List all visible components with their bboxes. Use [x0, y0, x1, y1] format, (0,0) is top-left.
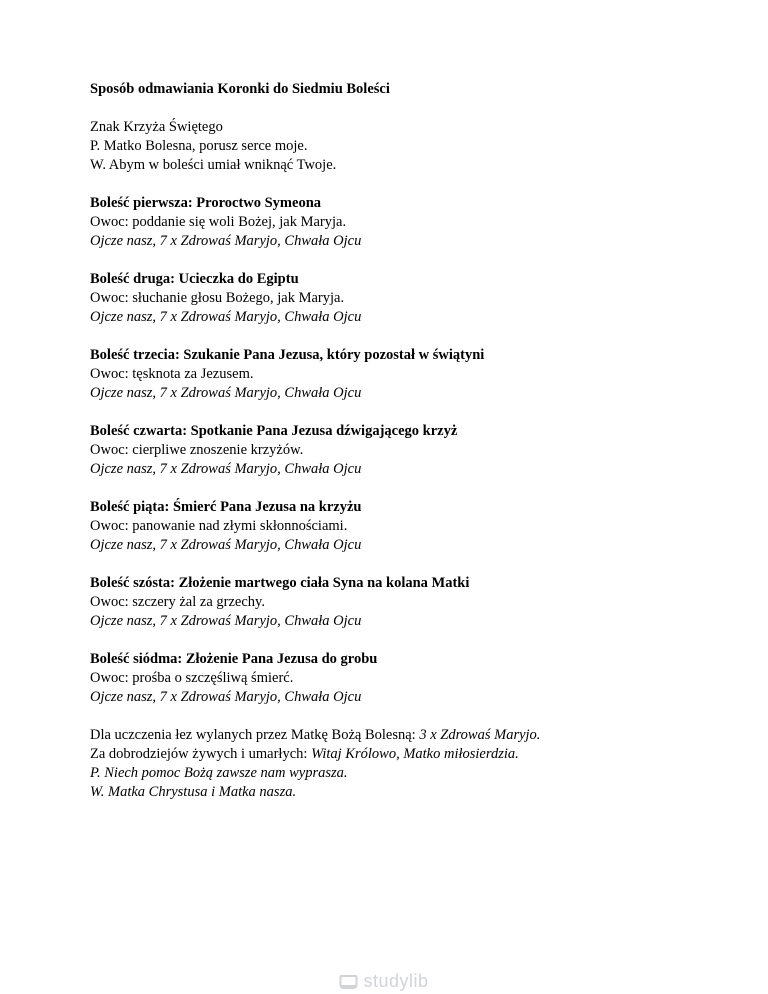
- sorrow-fruit: Owoc: tęsknota za Jezusem.: [90, 366, 254, 382]
- sorrow-heading: Boleść piąta: Śmierć Pana Jezusa na krzyżu: [90, 499, 362, 515]
- sorrow-block-6: [90, 574, 698, 631]
- closing-section: [90, 726, 698, 802]
- sorrow-heading: Boleść trzecia: Szukanie Pana Jezusa, który pozostał w świątyni: [90, 347, 485, 363]
- closing-benefactors-line: [90, 745, 698, 764]
- sorrow-fruit: Owoc: cierpliwe znoszenie krzyżów.: [90, 442, 304, 458]
- closing-tears-prayer: 3 x Zdrowaś Maryjo.: [419, 727, 541, 743]
- sorrow-prayer: Ojcze nasz, 7 x Zdrowaś Maryjo, Chwała Ojcu: [90, 461, 362, 477]
- closing-versicle: P. Niech pomoc Bożą zawsze nam wyprasza.: [90, 765, 348, 781]
- intro-section: [90, 118, 698, 175]
- closing-response: W. Matka Chrystusa i Matka nasza.: [90, 784, 297, 800]
- sorrow-prayer: Ojcze nasz, 7 x Zdrowaś Maryjo, Chwała Ojcu: [90, 689, 362, 705]
- sorrow-heading: Boleść szósta: Złożenie martwego ciała Syna na kolana Matki: [90, 575, 470, 591]
- sorrow-prayer: Ojcze nasz, 7 x Zdrowaś Maryjo, Chwała Ojcu: [90, 385, 362, 401]
- sorrow-prayer: Ojcze nasz, 7 x Zdrowaś Maryjo, Chwała Ojcu: [90, 537, 362, 553]
- sorrow-block-3: [90, 346, 698, 403]
- sorrow-block-1: [90, 194, 698, 251]
- sorrow-fruit: Owoc: szczery żal za grzechy.: [90, 594, 265, 610]
- document-title: Sposób odmawiania Koronki do Siedmiu Boleści: [90, 81, 390, 97]
- sorrow-prayer: Ojcze nasz, 7 x Zdrowaś Maryjo, Chwała Ojcu: [90, 233, 362, 249]
- sorrow-block-2: [90, 270, 698, 327]
- sorrow-heading: Boleść czwarta: Spotkanie Pana Jezusa dźwigającego krzyż: [90, 423, 458, 439]
- sorrow-block-7: [90, 650, 698, 707]
- sorrow-block-5: [90, 498, 698, 555]
- intro-sign-of-cross: Znak Krzyża Świętego: [90, 119, 223, 135]
- sorrow-prayer: Ojcze nasz, 7 x Zdrowaś Maryjo, Chwała Ojcu: [90, 613, 362, 629]
- sorrow-prayer: Ojcze nasz, 7 x Zdrowaś Maryjo, Chwała Ojcu: [90, 309, 362, 325]
- closing-benefactors-label: Za dobrodziejów żywych i umarłych:: [90, 746, 312, 762]
- sorrow-heading: Boleść siódma: Złożenie Pana Jezusa do grobu: [90, 651, 378, 667]
- sorrow-heading: Boleść druga: Ucieczka do Egiptu: [90, 271, 299, 287]
- closing-tears-label: Dla uczczenia łez wylanych przez Matkę Bożą Bolesną:: [90, 727, 420, 743]
- intro-versicle: P. Matko Bolesna, porusz serce moje.: [90, 138, 308, 154]
- sorrow-heading: Boleść pierwsza: Proroctwo Symeona: [90, 195, 322, 211]
- watermark-label: studylib: [363, 971, 429, 991]
- closing-benefactors-prayer: Witaj Królowo, Matko miłosierdzia.: [311, 746, 519, 762]
- sorrow-fruit: Owoc: panowanie nad złymi skłonnościami.: [90, 518, 348, 534]
- closing-tears-line: [90, 726, 698, 745]
- studylib-watermark: [339, 971, 428, 992]
- book-icon: [339, 975, 357, 989]
- sorrow-fruit: Owoc: słuchanie głosu Bożego, jak Maryja.: [90, 290, 345, 306]
- sorrow-fruit: Owoc: prośba o szczęśliwą śmierć.: [90, 670, 294, 686]
- sorrow-fruit: Owoc: poddanie się woli Bożej, jak Maryja.: [90, 214, 347, 230]
- intro-response: W. Abym w boleści umiał wniknąć Twoje.: [90, 157, 337, 173]
- document-body: [90, 80, 698, 802]
- sorrow-block-4: [90, 422, 698, 479]
